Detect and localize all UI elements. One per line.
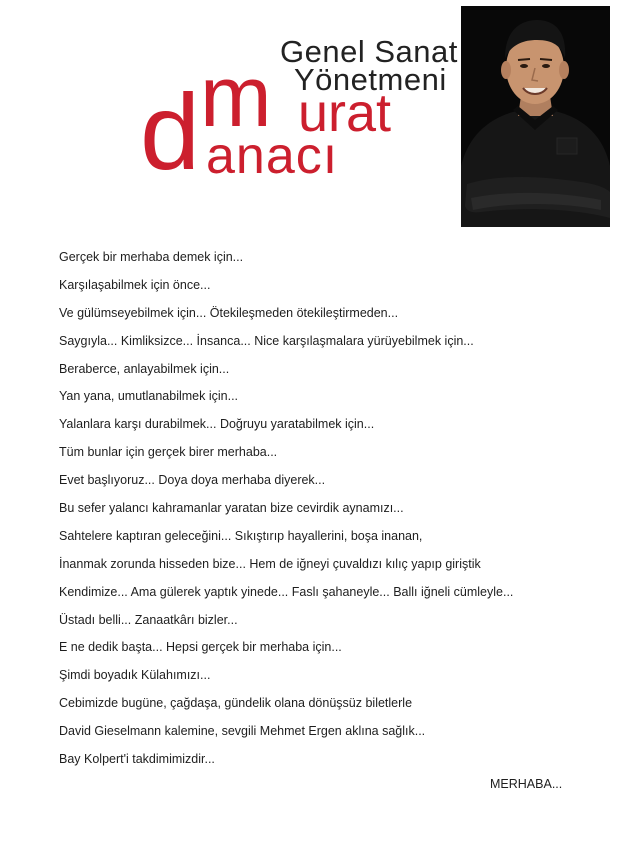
statement-body bbox=[59, 248, 599, 778]
statement-line: Yan yana, umutlanabilmek için... bbox=[59, 389, 239, 404]
statement-line: Bu sefer yalancı kahramanlar yaratan bize cevirdik aynamızı... bbox=[59, 501, 404, 516]
statement-line: Cebimizde bugüne, çağdaşa, gündelik olana dönüşsüz biletlerle bbox=[59, 696, 413, 711]
statement-line: Beraberce, anlayabilmek için... bbox=[59, 361, 230, 376]
statement-line: E ne dedik başta... Hepsi gerçek bir merhaba için... bbox=[59, 640, 342, 655]
statement-line: Tüm bunlar için gerçek birer merhaba... bbox=[59, 445, 278, 460]
statement-line: Kendimize... Ama gülerek yaptık yinede... Faslı şahaneyle... Ballı iğneli cümleyle... bbox=[59, 584, 514, 599]
statement-line: Yalanlara karşı durabilmek... Doğruyu yaratabilmek için... bbox=[59, 417, 375, 432]
statement-line: Bay Kolpert'i takdimimizdir... bbox=[59, 752, 215, 767]
statement-line: Ve gülümseyebilmek için... Ötekileşmeden ötekileştirmeden... bbox=[59, 305, 399, 320]
statement-line: Karşılaşabilmek için önce... bbox=[59, 277, 211, 292]
statement-line: Üstadı belli... Zanaatkârı bizler... bbox=[59, 612, 238, 627]
title-genel-sanat: Genel Sanat bbox=[280, 34, 458, 69]
statement-line: Evet başlıyoruz... Doya doya merhaba diyerek... bbox=[59, 473, 326, 488]
logo-letter-d: d bbox=[140, 71, 201, 192]
statement-line: David Gieselmann kalemine, sevgili Mehmet Ergen aklına sağlık... bbox=[59, 724, 426, 739]
portrait-illustration bbox=[461, 6, 610, 227]
logo-letter-m: m bbox=[200, 49, 270, 145]
statement-line: Saygıyla... Kimliksizce... İnsanca... Nice karşılaşmalara yürüyebilmek için... bbox=[59, 333, 474, 348]
statement-line: Gerçek bir merhaba demek için... bbox=[59, 250, 244, 264]
title-yonetmeni: Yönetmeni bbox=[294, 62, 447, 97]
statement-line: Şimdi boyadık Külahımızı... bbox=[59, 668, 211, 683]
statement-line: Sahtelere kaptıran geleceğini... Sıkıştırıp hayallerini, boşa inanan, bbox=[59, 528, 423, 543]
statement-line: İnanmak zorunda hisseden bize... Hem de iğneyi çuvaldızı kılıç yapıp giriştik bbox=[59, 556, 481, 571]
portrait-photo bbox=[461, 6, 610, 227]
closing-signoff: MERHABA... bbox=[490, 777, 563, 791]
logo-anaci: anacı bbox=[206, 127, 339, 185]
logo-urat: urat bbox=[298, 83, 392, 143]
